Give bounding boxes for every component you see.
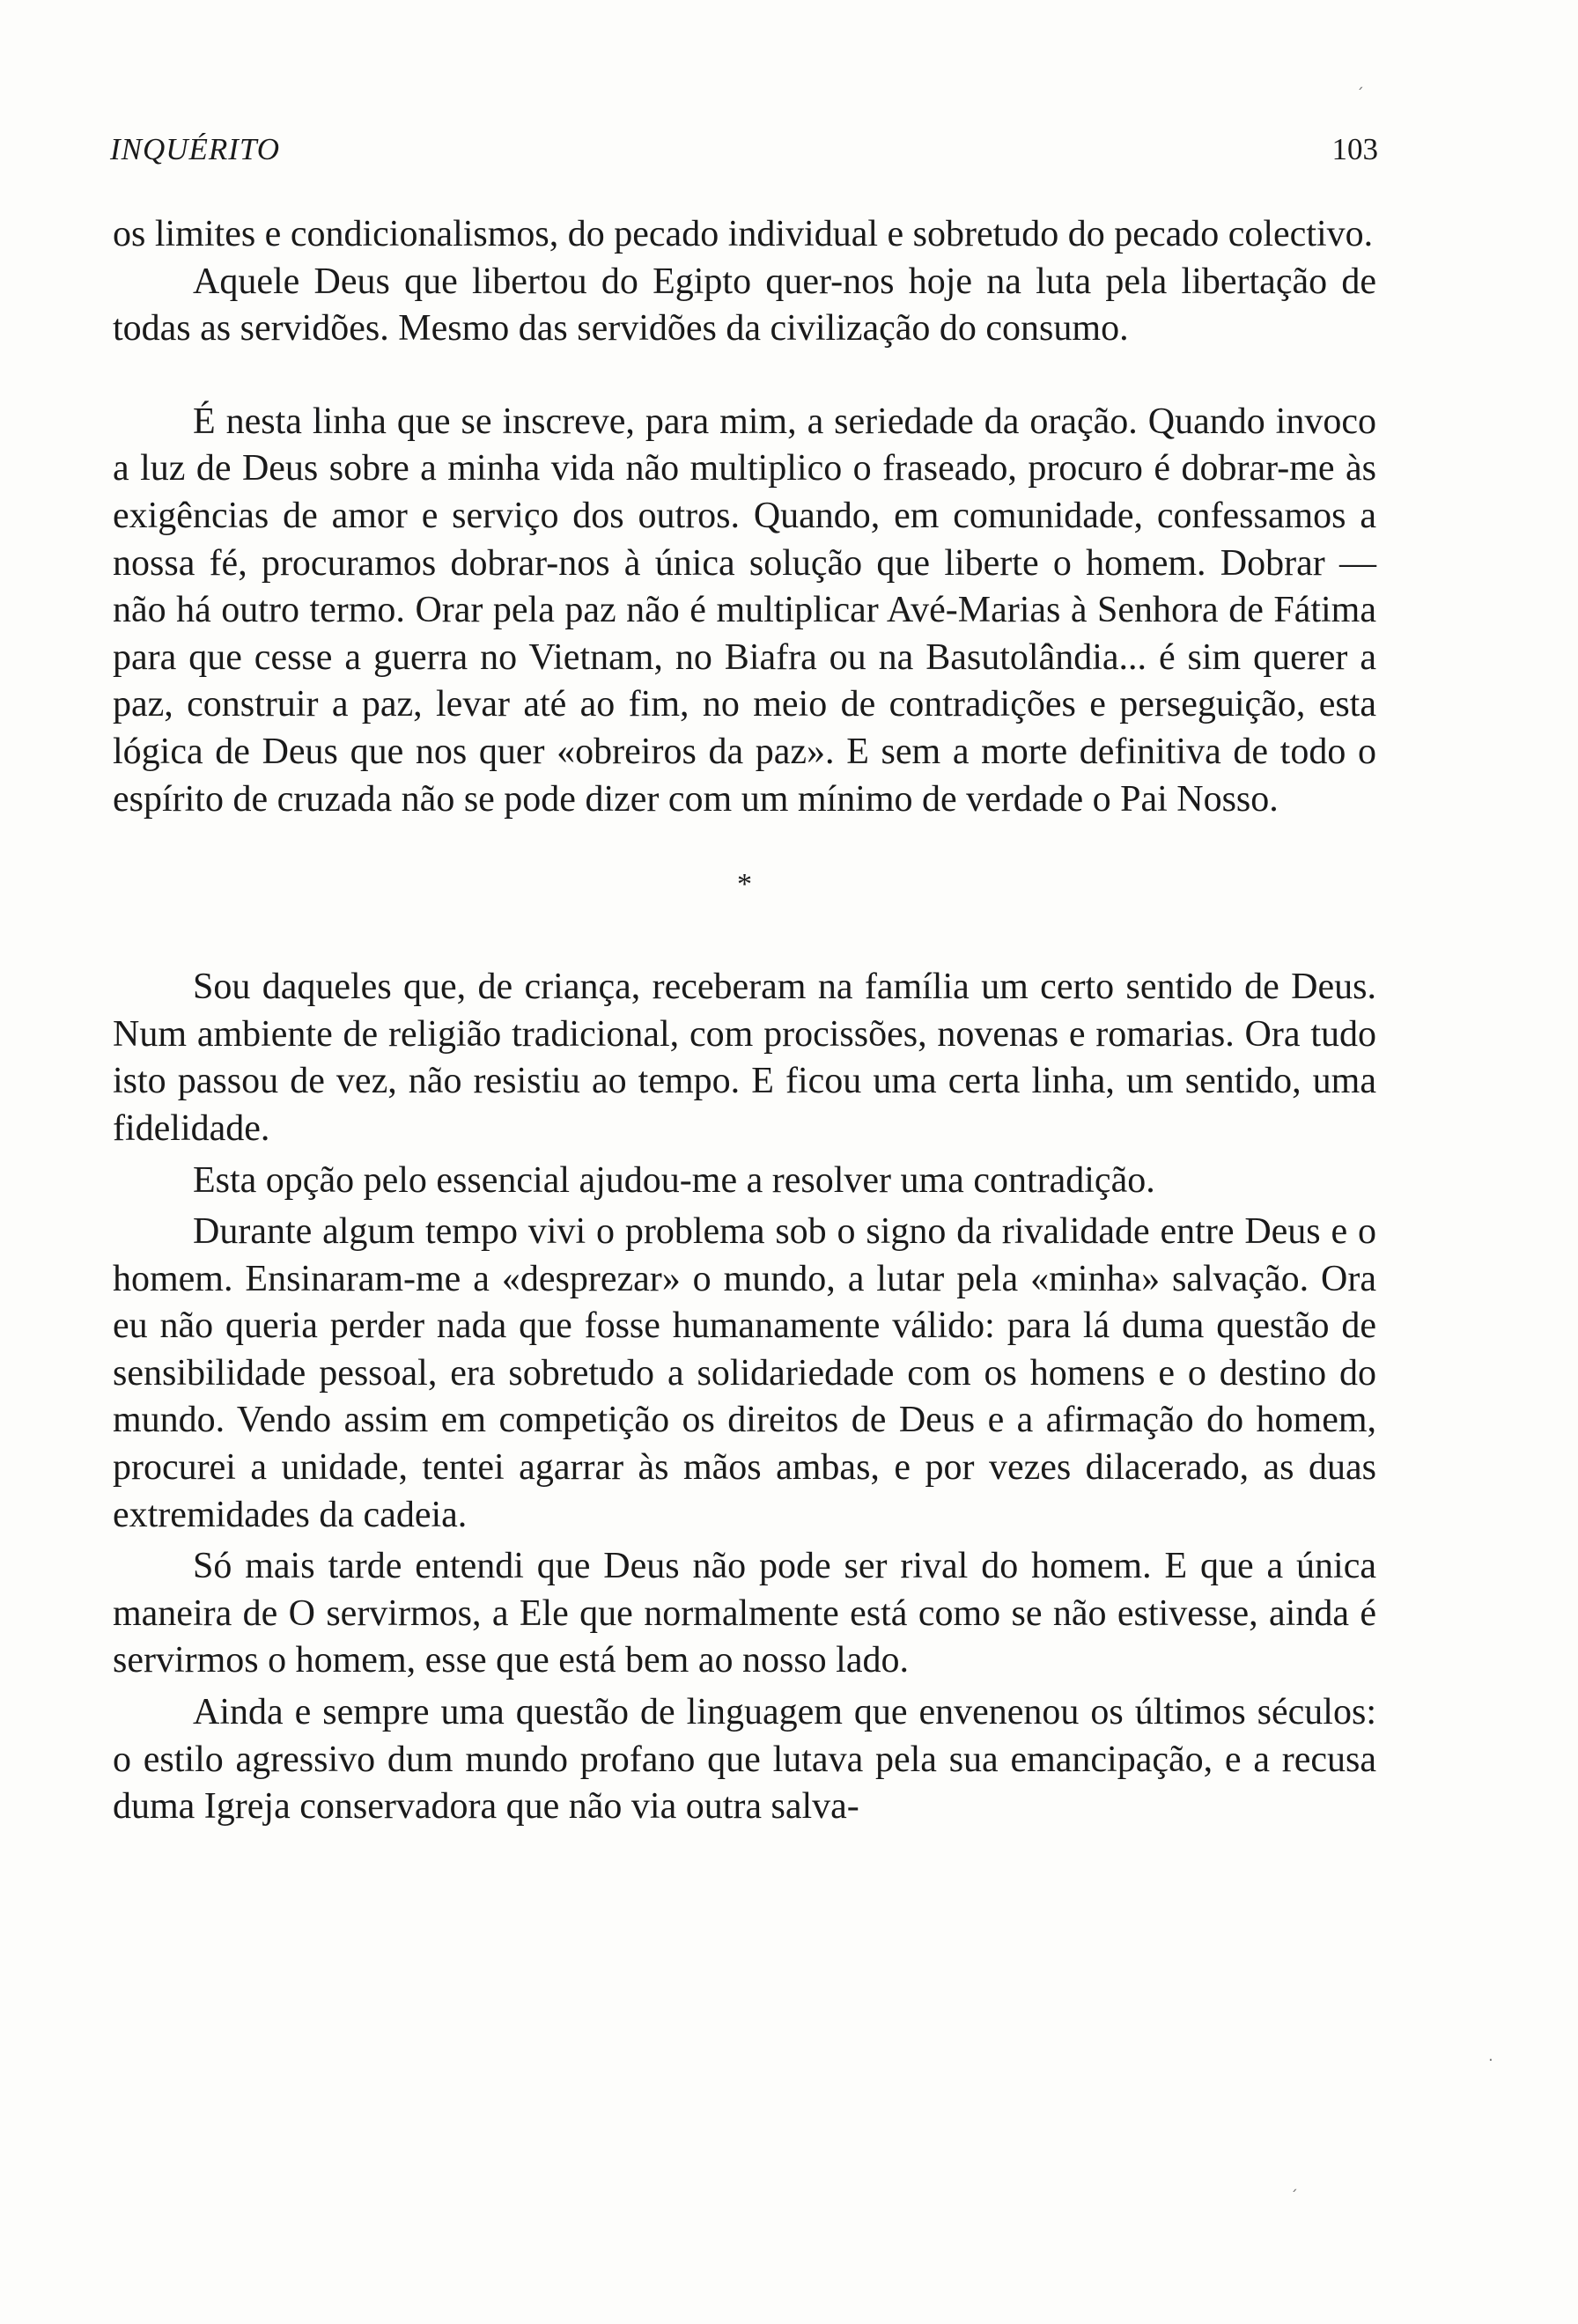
page-number: 103: [1331, 132, 1378, 166]
paragraph: Sou daqueles que, de criança, receberam na família um certo sentido de Deus. Num ambiente de religião tradicional, com procissões, novenas e romarias. Ora tudo isto passou de vez, não resistiu ao tempo. E ficou uma certa linha, um sentido, uma fidelidade.: [113, 967, 1376, 1149]
asterisk-ornament: *: [737, 868, 752, 901]
scan-speck: ·: [1488, 2051, 1493, 2070]
paragraph-continuation: os limites e condicionalismos, do pecado individual e sobretudo do pecado colectivo.: [113, 214, 1374, 254]
paragraph: É nesta linha que se inscreve, para mim, a seriedade da oração. Quando invoco a luz de Deus sobre a minha vida não multiplico o fraseado, procuro é dobrar-me às exigências de amor e serviço dos outros. Quando, em comunidade, confessamos a nossa fé, procuramos dobrar-nos à única solução que liberte o homem. Dobrar — não há outro termo. Orar pela paz não é multiplicar Avé-Marias à Senhora de Fátima para que cesse a guerra no Vietnam, no Biafra ou na Basutolândia... é sim querer a paz, construir a paz, levar até ao fim, no meio de contradições e perseguição, esta lógica de Deus que nos quer «obreiros da paz». E sem a morte definitiva de todo o espírito de cruzada não se pode dizer com um mínimo de verdade o Pai Nosso.: [113, 401, 1376, 820]
paragraph: Só mais tarde entendi que Deus não pode ser rival do homem. E que a única maneira de O servirmos, a Ele que normalmente está como se não estivesse, ainda é servirmos o homem, esse que está bem ao nosso lado.: [113, 1546, 1376, 1681]
paragraph: Durante algum tempo vivi o problema sob o signo da rivalidade entre Deus e o homem. Ensinaram-me a «desprezar» o mundo, a lutar pela «minha» salvação. Ora eu não queria perder nada que fosse humanamente válido: para lá duma questão de sensibilidade pessoal, era sobretudo a solidariedade com os homens e o destino do mundo. Vendo assim em competição os direitos de Deus e a afirmação do homem, procurei a unidade, tentei agarrar às mãos ambas, e por vezes dilacerado, as duas extremidades da cadeia.: [113, 1211, 1376, 1535]
section-separator: [113, 823, 1376, 964]
scan-speck: ˏ: [1290, 2174, 1298, 2193]
paragraph: Ainda e sempre uma questão de linguagem que envenenou os últimos séculos: o estilo agressivo dum mundo profano que lutava pela sua emancipação, e a recusa duma Igreja conservadora que não via outra salva-: [113, 1692, 1376, 1828]
scan-speck: ˏ: [1356, 72, 1364, 91]
body-text: [113, 211, 1376, 1831]
paragraph: Esta opção pelo essencial ajudou-me a resolver uma contradição.: [193, 1159, 1155, 1201]
paragraph: Aquele Deus que libertou do Egipto quer-nos hoje na luta pela libertação de todas as servidões. Mesmo das servidões da civilização do consumo.: [113, 261, 1376, 349]
running-head: [110, 132, 1378, 174]
running-title: INQUÉRITO: [110, 132, 281, 166]
